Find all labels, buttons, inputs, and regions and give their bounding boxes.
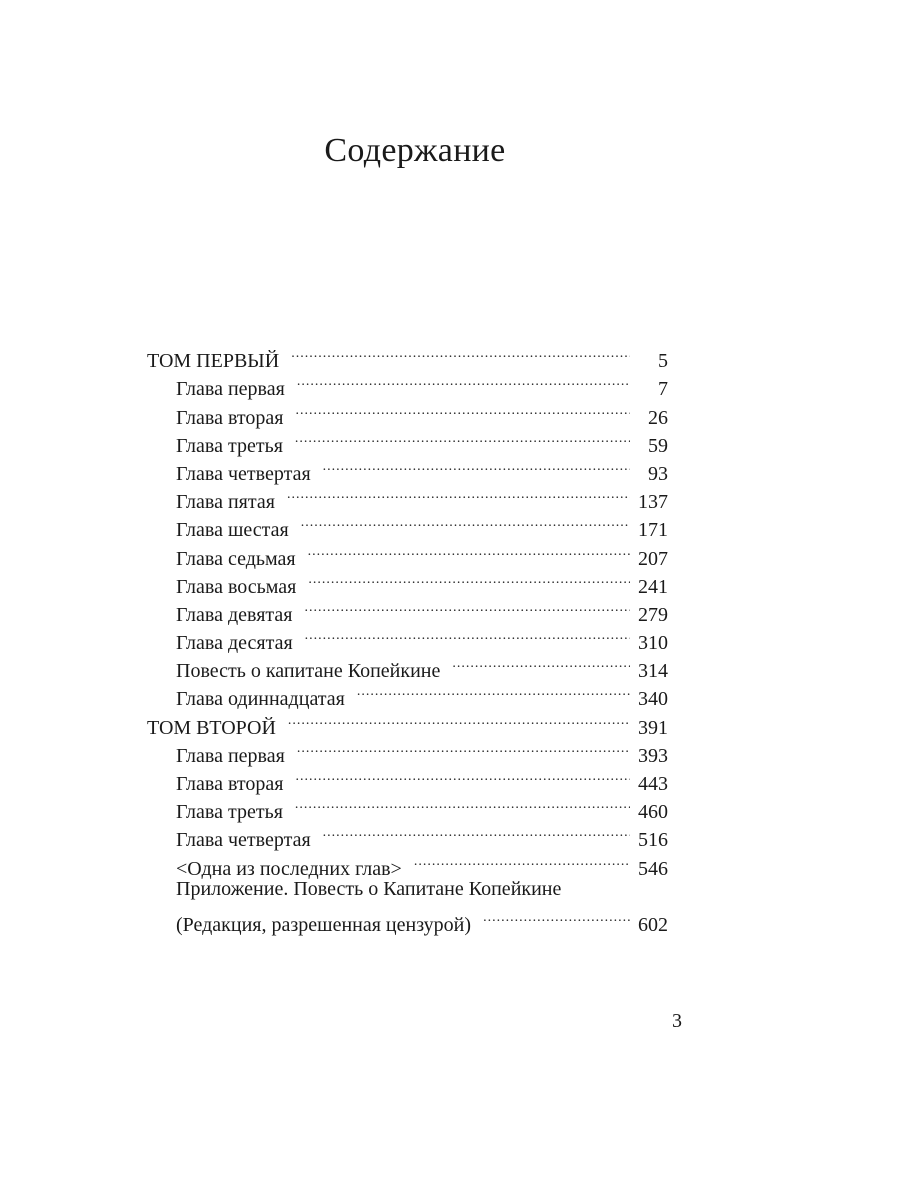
toc-entry-label: <Одна из последних глав> <box>176 857 402 880</box>
toc-entry-page: 310 <box>638 632 668 655</box>
toc-entry-label: Глава третья <box>176 434 283 457</box>
toc-entry-page: 602 <box>638 913 668 936</box>
toc-entry-page: 460 <box>638 801 668 824</box>
toc-entry-appendix-continuation <box>147 903 668 936</box>
toc-entry-page: 340 <box>638 688 668 711</box>
toc-entry-label: Глава первая <box>176 378 285 401</box>
dot-leader <box>308 565 630 593</box>
dot-leader <box>295 762 630 790</box>
dot-leader <box>295 424 630 452</box>
dot-leader <box>452 649 630 677</box>
dot-leader <box>288 705 630 733</box>
toc-entry-page: 7 <box>658 378 668 401</box>
dot-leader <box>323 452 630 480</box>
toc-entry-label: Глава шестая <box>176 519 289 542</box>
toc-entry-page: 516 <box>638 829 668 852</box>
page-number: 3 <box>672 1010 682 1032</box>
toc-entry-page: 26 <box>648 406 668 429</box>
toc-entry-page: 546 <box>638 857 668 880</box>
dot-leader <box>297 734 630 762</box>
toc-entry-label: Глава девятая <box>176 603 293 626</box>
dot-leader <box>291 339 630 367</box>
dot-leader <box>305 621 630 649</box>
toc-entry-page: 207 <box>638 547 668 570</box>
toc-entry-appendix <box>147 875 668 903</box>
table-of-contents <box>147 339 668 936</box>
toc-entry-volume-1 <box>147 339 668 373</box>
dot-leader <box>287 480 630 508</box>
dot-leader <box>304 593 630 621</box>
dot-leader <box>295 395 630 423</box>
toc-entry-page: 279 <box>638 603 668 626</box>
toc-entry-page: 314 <box>638 660 668 683</box>
page-title: Содержание <box>324 132 506 169</box>
toc-entry-label: Глава десятая <box>176 632 293 655</box>
toc-entry-label: Глава четвертая <box>176 462 311 485</box>
toc-entry-label: Глава вторая <box>176 406 284 429</box>
toc-entry-label: Приложение. Повесть о Капитане Копейкине <box>176 877 562 900</box>
toc-entry-label: Глава восьмая <box>176 575 297 598</box>
dot-leader <box>308 536 630 564</box>
toc-entry-label: Глава третья <box>176 801 283 824</box>
toc-entry-label: Глава первая <box>176 744 285 767</box>
dot-leader <box>483 903 630 931</box>
toc-entry-label: Глава седьмая <box>176 547 296 570</box>
toc-entry-page: 171 <box>638 519 668 542</box>
toc-entry-page: 241 <box>638 575 668 598</box>
toc-entry-page: 59 <box>648 434 668 457</box>
toc-entry-label: Глава одиннадцатая <box>176 688 345 711</box>
toc-entry-page: 93 <box>648 462 668 485</box>
toc-entry-label: ТОМ ПЕРВЫЙ <box>147 350 280 373</box>
toc-entry-page: 5 <box>658 350 668 373</box>
toc-entry-page: 137 <box>638 491 668 514</box>
toc-entry-page: 443 <box>638 773 668 795</box>
toc-entry-label: Глава пятая <box>176 491 275 514</box>
toc-entry-label: Повесть о капитане Копейкине <box>176 660 441 683</box>
toc-entry-label: Глава вторая <box>176 773 284 795</box>
toc-entry-label: ТОМ ВТОРОЙ <box>147 716 276 739</box>
toc-entry-label: (Редакция, разрешенная цензурой) <box>176 913 472 936</box>
dot-leader <box>295 790 630 818</box>
dot-leader <box>301 508 630 536</box>
toc-entry-page: 393 <box>638 744 668 767</box>
dot-leader <box>414 846 630 874</box>
dot-leader <box>297 367 630 395</box>
toc-entry-page: 391 <box>638 716 668 739</box>
dot-leader <box>323 818 630 846</box>
dot-leader <box>357 677 630 705</box>
toc-entry-label: Глава четвертая <box>176 829 311 852</box>
